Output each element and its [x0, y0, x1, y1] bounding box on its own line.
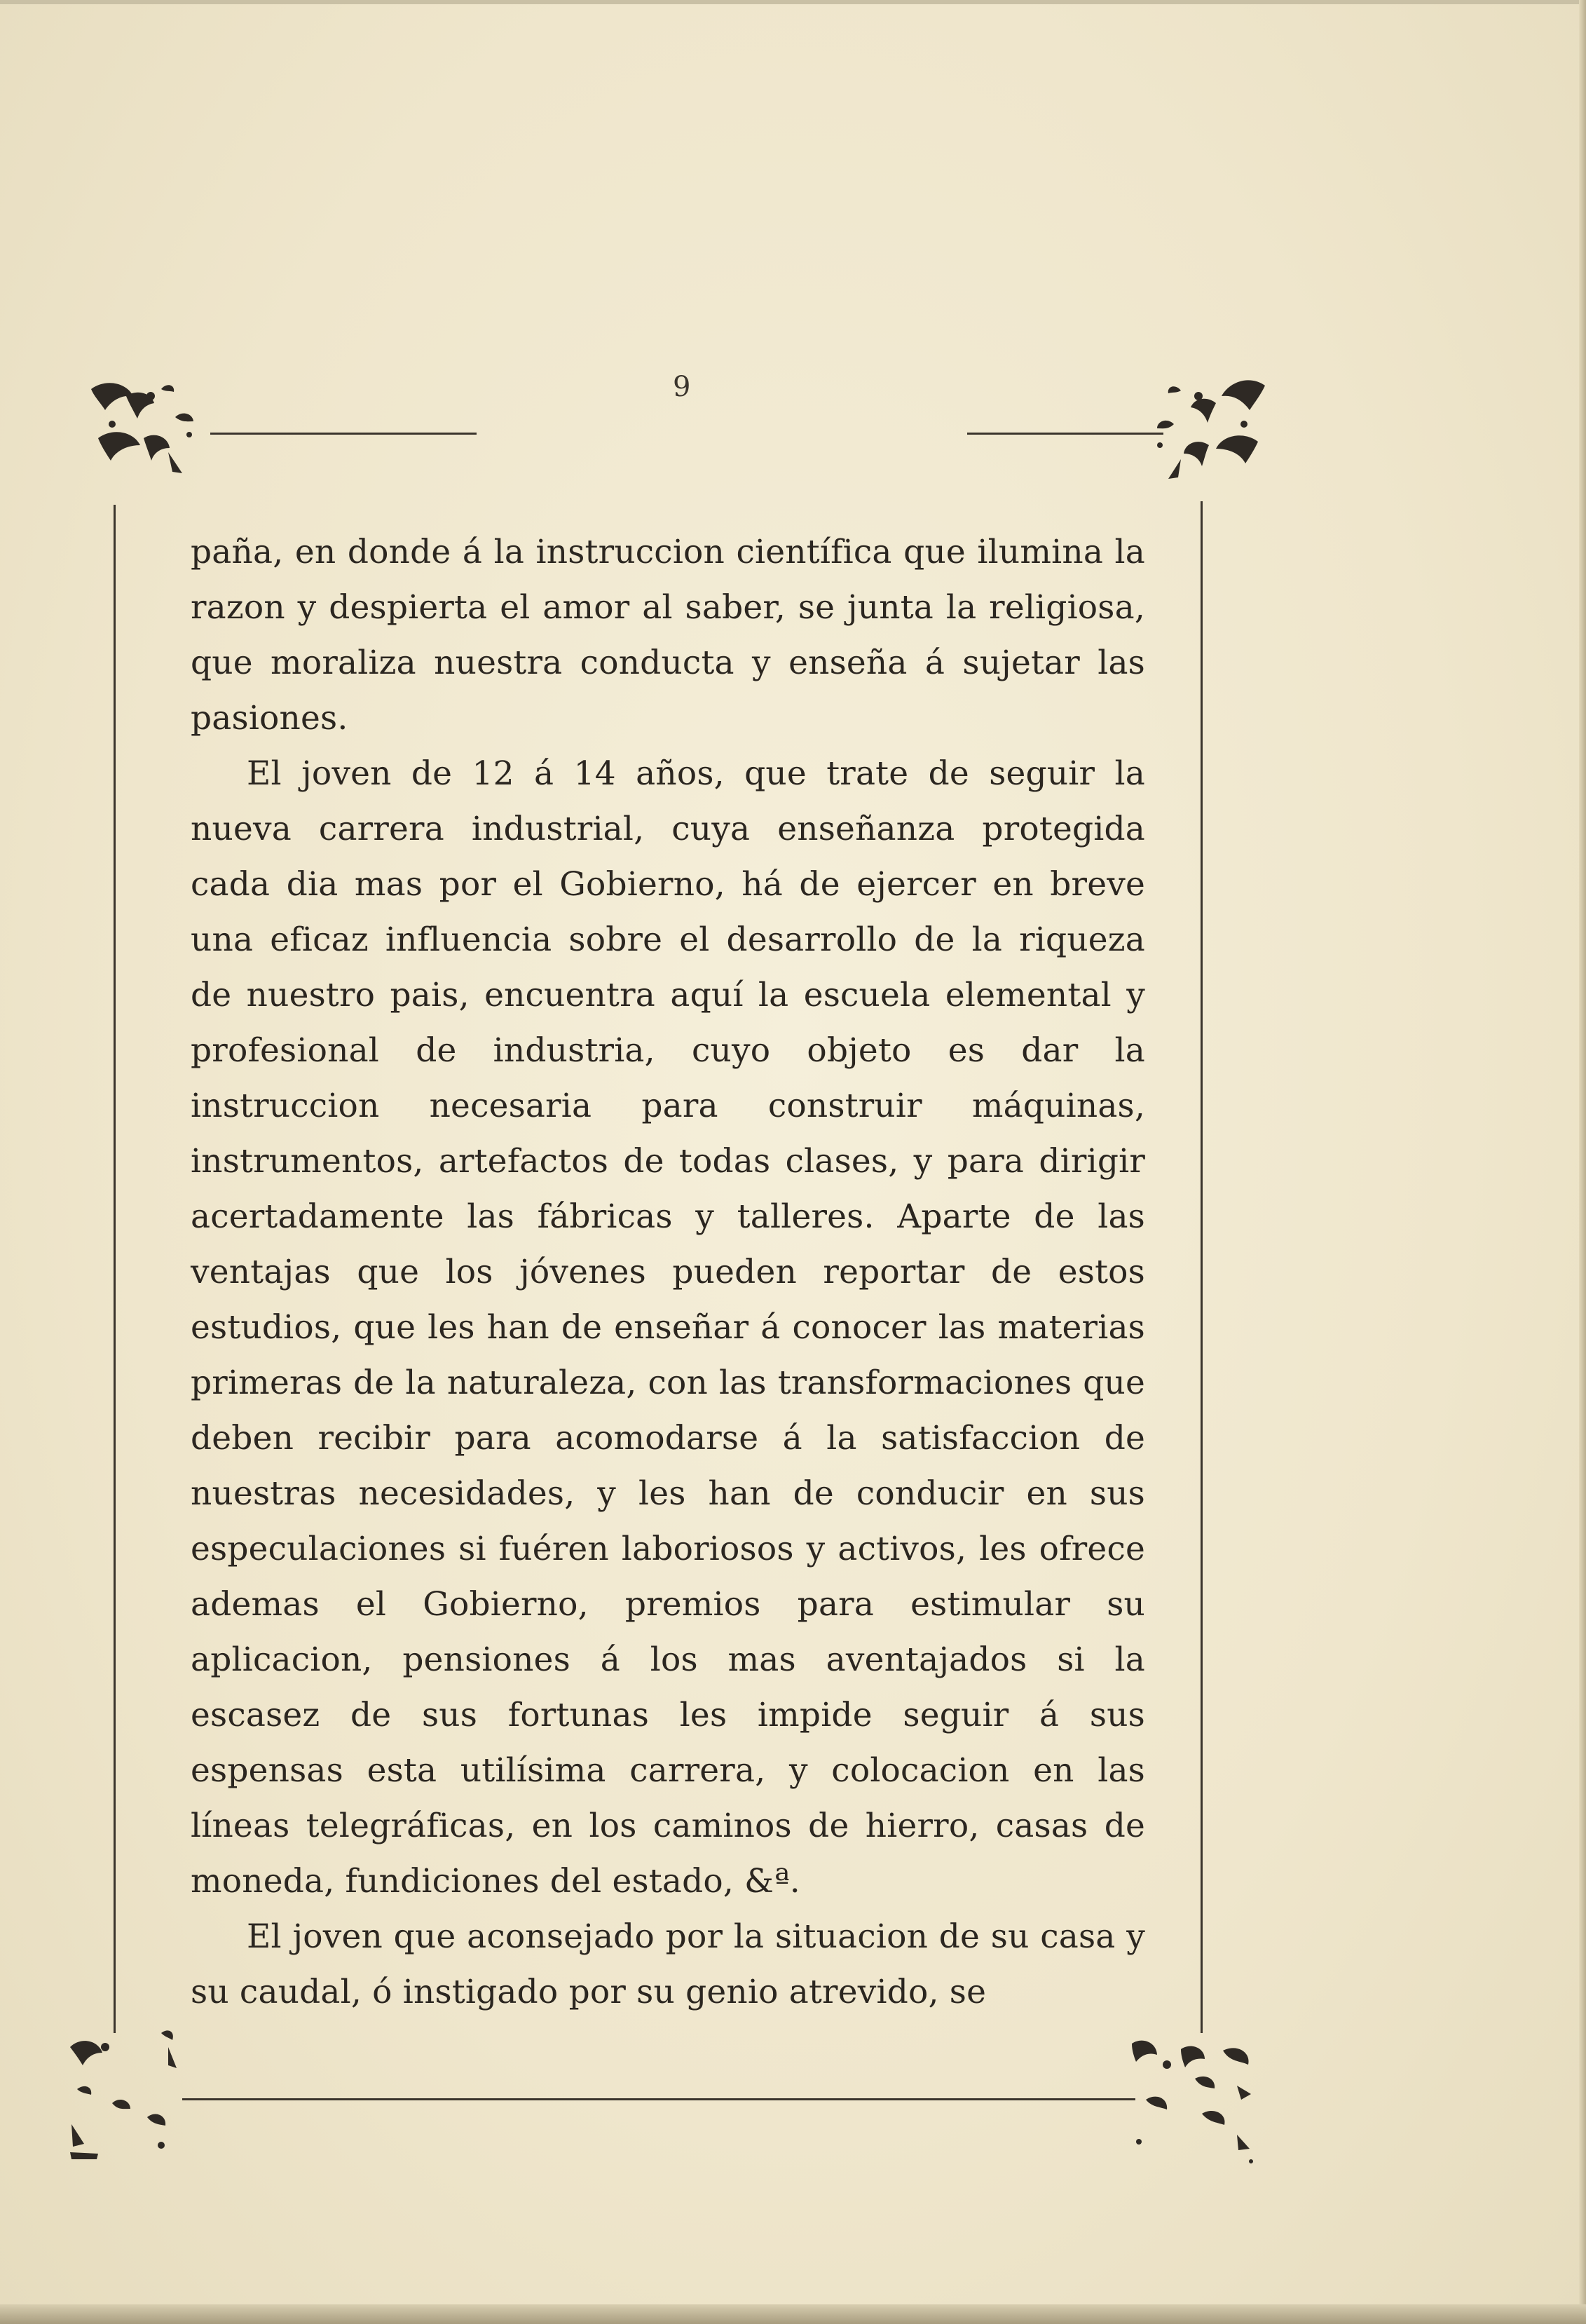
frame-bottom-rule — [182, 2098, 1135, 2100]
page-number: 9 — [673, 371, 691, 403]
frame-right-rule — [1201, 501, 1203, 2033]
body-text — [191, 524, 1145, 2020]
paragraph: El joven que aconsejado por la situacion de su casa y su caudal, ó instigado por su genio atrevido, se — [191, 1917, 1145, 2011]
page-top-edge — [0, 0, 1586, 4]
floral-corner-icon — [1118, 2037, 1265, 2170]
floral-corner-icon — [63, 2019, 203, 2166]
paragraph: paña, en donde á la instruccion científica que ilumina la razon y despierta el amor al saber, se junta la religiosa, que moraliza nuestra conducta y enseña á sujetar las pasiones. — [191, 533, 1145, 738]
page-bottom-edge — [0, 2304, 1586, 2324]
frame-left-rule — [114, 505, 116, 2033]
floral-corner-icon — [84, 375, 224, 487]
frame-top-rule-left — [210, 433, 477, 435]
page-right-edge — [1579, 0, 1586, 2324]
floral-corner-icon — [1132, 375, 1272, 487]
paragraph: El joven de 12 á 14 años, que trate de seguir la nueva carrera industrial, cuya enseñanza protegida cada dia mas por el Gobierno, há de ejercer en breve una eficaz influencia sobre el desarrollo de la riqueza de nuestro pais, encuentra aquí la escuela elemental y profesional de industria, cuyo objeto es dar la instruccion necesaria para construir máquinas, instrumentos, artefactos de todas clases, y para dirigir acertadamente las fábricas y talleres. Aparte de las ventajas que los jóvenes pueden reportar de estos estudios, que les han de enseñar á conocer las materias primeras de la naturaleza, con las transformaciones que deben recibir para acomodarse á la satisfaccion de nuestras necesidades, y les han de conducir en sus especulaciones si fuéren laboriosos y activos, les ofrece ademas el Gobierno, premios para estimular su aplicacion, pensiones á los mas aventajados si la escasez de sus fortunas les impide seguir á sus espensas esta utilísima carrera, y colocacion en las líneas telegráficas, en los caminos de hierro, casas de moneda, fundiciones del estado, &ª. — [191, 754, 1145, 1901]
